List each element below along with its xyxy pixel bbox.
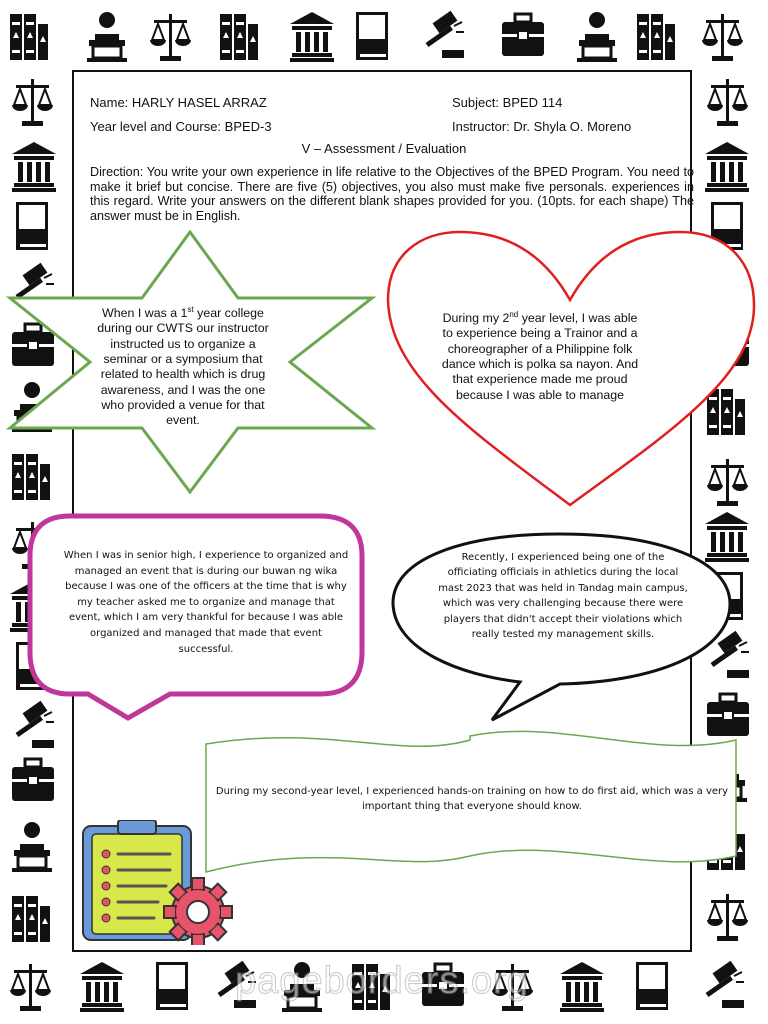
instructor: Instructor: Dr. Shyla O. Moreno xyxy=(452,119,632,134)
heart-answer-text xyxy=(440,307,640,403)
star-answer-text xyxy=(88,302,278,429)
year-level-course: Year level and Course: BPED-3 xyxy=(90,119,272,134)
heart-text-rest: year level, I was able to experience being a Trainor and a choreographer of a Philippine folk dance which is polka sa nayon. And that experience made me proud because I was able to manage xyxy=(441,311,639,402)
wave-answer-text: During my second-year level, I experienced hands-on training on how to do first aid, which was a very important thing that everyone should know. xyxy=(215,786,729,812)
direction-body: Direction: You write your own experience in life relative to the Objectives of the BPED Program. You need to make it brief but concise. There are five (5) objectives, you also must make five personals. experiences in this regard. Write your answers on the different blank shapes provided for you. (10pts. for each shape) The answer must be in English. xyxy=(90,165,694,223)
heart-text-start: During my 2 xyxy=(442,311,510,326)
section-title: V – Assessment / Evaluation xyxy=(301,141,467,156)
rectangle-answer-text: When I was in senior high, I experience to organized and managed an event that is during our buwan ng wika because I was one of the officers at the time that is why my teacher asked me to organize and manage that event, which I am very thankful for because I was able organized and managed that made that event successful. xyxy=(63,550,349,655)
clipboard-gear-icon xyxy=(80,820,240,945)
star-text-superscript: st xyxy=(187,305,194,314)
star-text-rest: year college during our CWTS our instructor instructed us to organize a seminar or a symposium that related to health which is drug awareness, and I was the one who provided a venue for that event. xyxy=(97,306,269,428)
heart-text-superscript: nd xyxy=(509,310,519,319)
subject: Subject: BPED 114 xyxy=(452,95,563,110)
student-name: Name: HARLY HASEL ARRAZ xyxy=(90,95,267,110)
star-text-start: When I was a 1 xyxy=(102,306,188,321)
oval-answer-text: Recently, I experienced being one of the officiating officials in athletics during the local mast 2023 that was held in Tandag main campus, which was very challenging because there were players that didn't accept their violations which really tested my management skills. xyxy=(438,552,688,641)
watermark: pageborders.org xyxy=(235,960,529,1002)
